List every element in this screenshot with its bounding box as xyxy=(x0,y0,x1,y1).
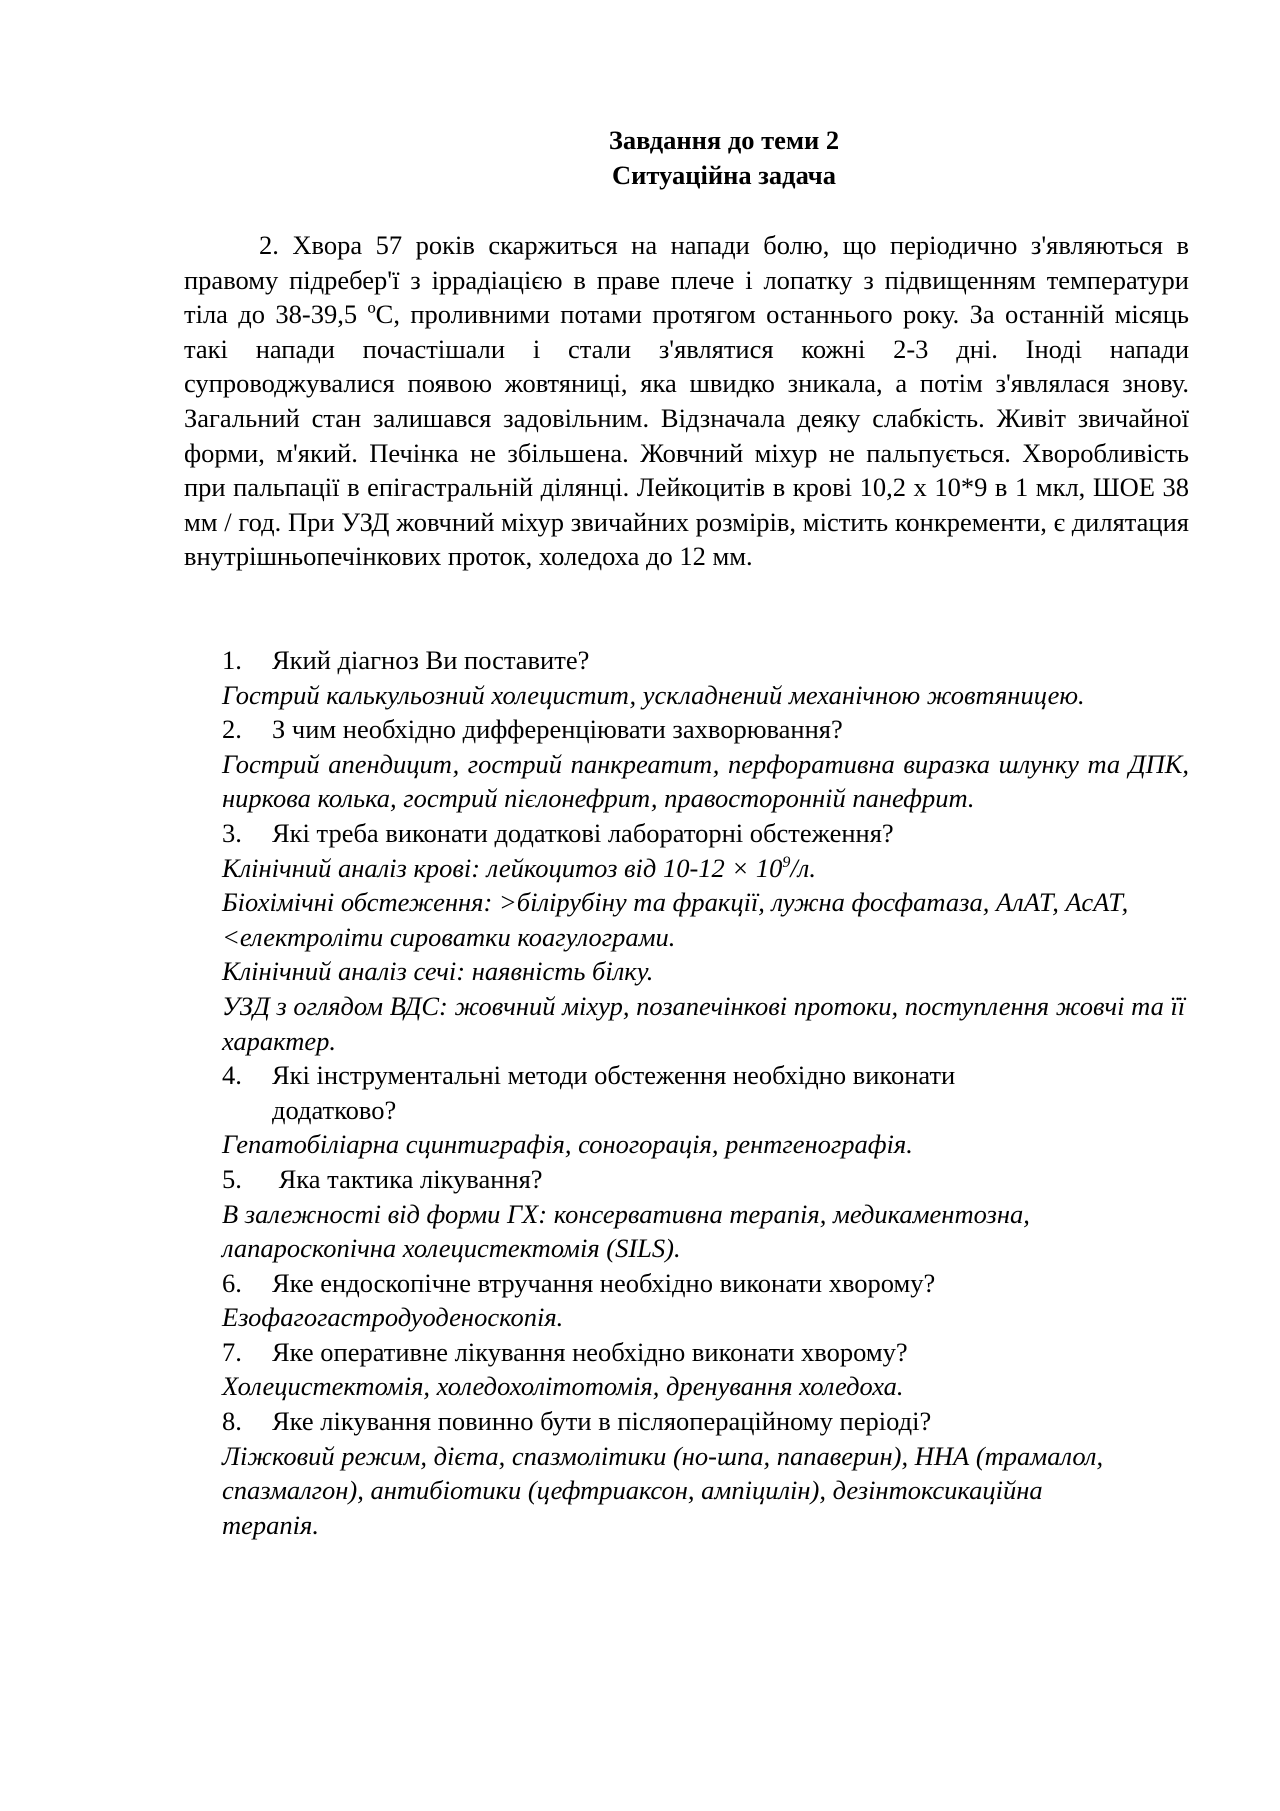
problem-text: 2. Хвора 57 років скаржиться на напади болю, що періодично з'являються в правому підребер'ї з іррадіацією в праве плече і лопатку з підвищенням температури тіла до 38-39,5 ºС, проливними потами протягом останнього року. За останній місяць такі напади почастішали і стали з'являтися кожні 2-3 дні. Іноді напади супроводжувалися появою жовтяниці, яка швидко зникала, а потім з'являлася знову. Загальний стан залишався задовільним. Відзначала деяку слабкість. Живіт звичайної форми, м'який. Печінка не збільшена. Жовчний міхур не пальпується. Хворобливість при пальпації в епігастральній ділянці. Лейкоцитів в крові 10,2 x 10*9 в 1 мкл, ШОЕ 38 мм / год. При УЗД жовчний міхур звичайних розмірів, містить конкременти, є дилятация внутрішньопечінкових проток, холедоха до 12 мм. xyxy=(184,230,1189,572)
question-text: Які інструментальні методи обстеження необхідно виконати додатково? xyxy=(272,1060,956,1125)
question-text: Яка тактика лікування? xyxy=(272,1163,543,1194)
question-7 xyxy=(222,1335,1189,1370)
document-title xyxy=(0,123,1280,193)
question-number: 1. xyxy=(222,645,242,675)
questions-list xyxy=(222,643,1189,1542)
answer-2 xyxy=(222,747,1189,816)
question-5 xyxy=(222,1162,1189,1197)
question-text: З чим необхідно дифференціювати захворювання? xyxy=(272,714,843,745)
question-2 xyxy=(222,712,1189,747)
answer-text: Гепатобіліарна сцинтиграфія, соногорація, рентгенографія. xyxy=(222,1129,913,1160)
page-title: Завдання до теми 2 xyxy=(608,125,840,155)
answer-text-biochem: Біохімічні обстеження: >білірубіну та фракції, лужна фосфатаза, АлАТ, АсАТ, <електроліти сироватки коагулограми. xyxy=(222,887,1129,952)
question-text: Яке лікування повинно бути в післяопераційному періоді? xyxy=(272,1406,932,1437)
page-subtitle: Ситуаційна задача xyxy=(612,160,836,190)
answer-text: В залежності від форми ГХ: консервативна терапія, медикаментозна, лапароскопічна холецистектомія (SILS). xyxy=(222,1198,1030,1264)
answer-text-ultrasound: УЗД з оглядом ВДС: жовчний міхур, позапечінкові протоки, поступлення жовчі та її характер. xyxy=(222,990,1186,1056)
answer-3 xyxy=(222,851,1189,1059)
answer-text-urine: Клінічний аналіз сечі: наявність білку. xyxy=(222,956,654,987)
answer-text-blood: Клінічний аналіз крові: лейкоцитоз від $10-12 \times 10^9/л$. xyxy=(222,852,816,883)
question-number: 5. xyxy=(222,1163,242,1194)
question-number: 3. xyxy=(222,817,242,848)
question-number: 7. xyxy=(222,1336,242,1367)
problem-statement xyxy=(184,228,1189,574)
question-text: Який діагноз Ви поставите? xyxy=(272,645,590,675)
question-number: 2. xyxy=(222,714,242,745)
answer-5 xyxy=(222,1197,1189,1266)
question-3 xyxy=(222,816,1189,851)
answer-text: Гострий калькульозний холецистит, ускладнений механічною жовтяницею. xyxy=(222,679,1085,710)
question-text: Яке оперативне лікування необхідно виконати хворому? xyxy=(272,1336,908,1367)
question-text: Які треба виконати додаткові лабораторні обстеження? xyxy=(272,817,894,848)
answer-text: Ліжковий режим, дієта, спазмолітики (но-шпа, папаверин), ННА (трамалол, спазмалгон), антибіотики (цефтриаксон, ампіцилін), дезінтоксикаційна терапія. xyxy=(222,1440,1104,1540)
question-number: 4. xyxy=(222,1060,242,1091)
answer-text: Холецистектомія, холедохолітотомія, дренування холедоха. xyxy=(222,1371,904,1402)
answer-text: Езофагогастродуоденоскопія. xyxy=(222,1302,564,1333)
question-6 xyxy=(222,1266,1189,1301)
answer-6 xyxy=(222,1300,1189,1335)
superscript: 9 xyxy=(782,853,791,871)
question-8 xyxy=(222,1404,1189,1439)
answer-7 xyxy=(222,1369,1189,1404)
question-number: 6. xyxy=(222,1267,242,1298)
answer-4 xyxy=(222,1127,1189,1162)
question-number: 8. xyxy=(222,1406,242,1437)
question-4 xyxy=(222,1058,1189,1127)
question-1 xyxy=(222,643,1189,678)
question-text: Яке ендоскопічне втручання необхідно виконати хворому? xyxy=(272,1267,936,1298)
answer-1 xyxy=(222,678,1189,713)
answer-text: Гострий апендицит, гострий панкреатит, перфоративна виразка шлунку та ДПК, ниркова колька, гострий пієлонефрит, правосторонній панефрит. xyxy=(222,748,1189,814)
answer-8 xyxy=(222,1439,1189,1543)
